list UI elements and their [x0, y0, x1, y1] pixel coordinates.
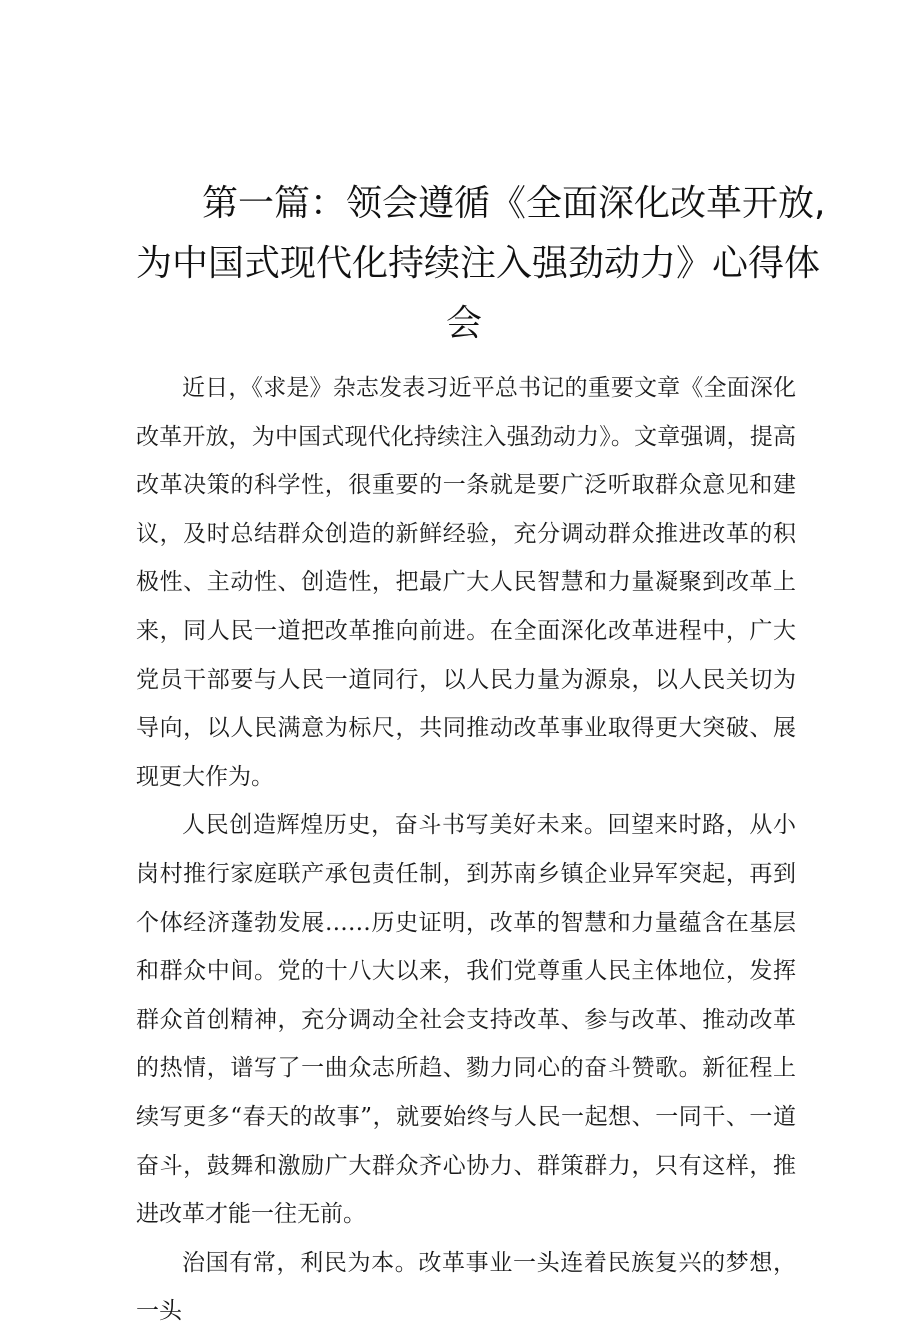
title-line: 第一篇：领会遵循《全面深化改革开放,	[202, 183, 826, 225]
paragraph: 近日，《求是》杂志发表习近平总书记的重要文章《全面深化改革开放，为中国式现代化持续注入强劲动力》。文章强调，提高改革决策的科学性，很重要的一条就是要广泛听取群众意见和建议，及时总结群众创造的新鲜经验，充分调动群众推进改革的积极性、主动性、创造性，把最广大人民智慧和力量凝聚到改革上来，同人民一道把改革推向前进。在全面深化改革进程中，广大党员干部要与人民一道同行，以人民力量为源泉，以人民关切为导向，以人民满意为标尺，共同推动改革事业取得更大突破、展现更大作为。	[136, 375, 796, 790]
title-line: 为中国式现代化持续注入强劲动力》心得体	[136, 243, 821, 285]
paragraph: 治国有常，利民为本。改革事业一头连着民族复兴的梦想，一头	[136, 1249, 796, 1325]
document-title	[120, 174, 826, 354]
title-line: 会	[446, 303, 483, 345]
paragraph: 人民创造辉煌历史，奋斗书写美好未来。回望来时路，从小岗村推行家庭联产承包责任制，到苏南乡镇企业异军突起，再到个体经济蓬勃发展……历史证明，改革的智慧和力量蕴含在基层和群众中间。党的十八大以来，我们党尊重人民主体地位，发挥群众首创精神，充分调动全社会支持改革、参与改革、推动改革的热情，谱写了一曲众志所趋、勠力同心的奋斗赞歌。新征程上续写更多“春天的故事”，就要始终与人民一起想、一同干、一道奋斗，鼓舞和激励广大群众齐心协力、群策群力，只有这样，推进改革才能一往无前。	[136, 812, 796, 1228]
document-body	[136, 364, 796, 1336]
